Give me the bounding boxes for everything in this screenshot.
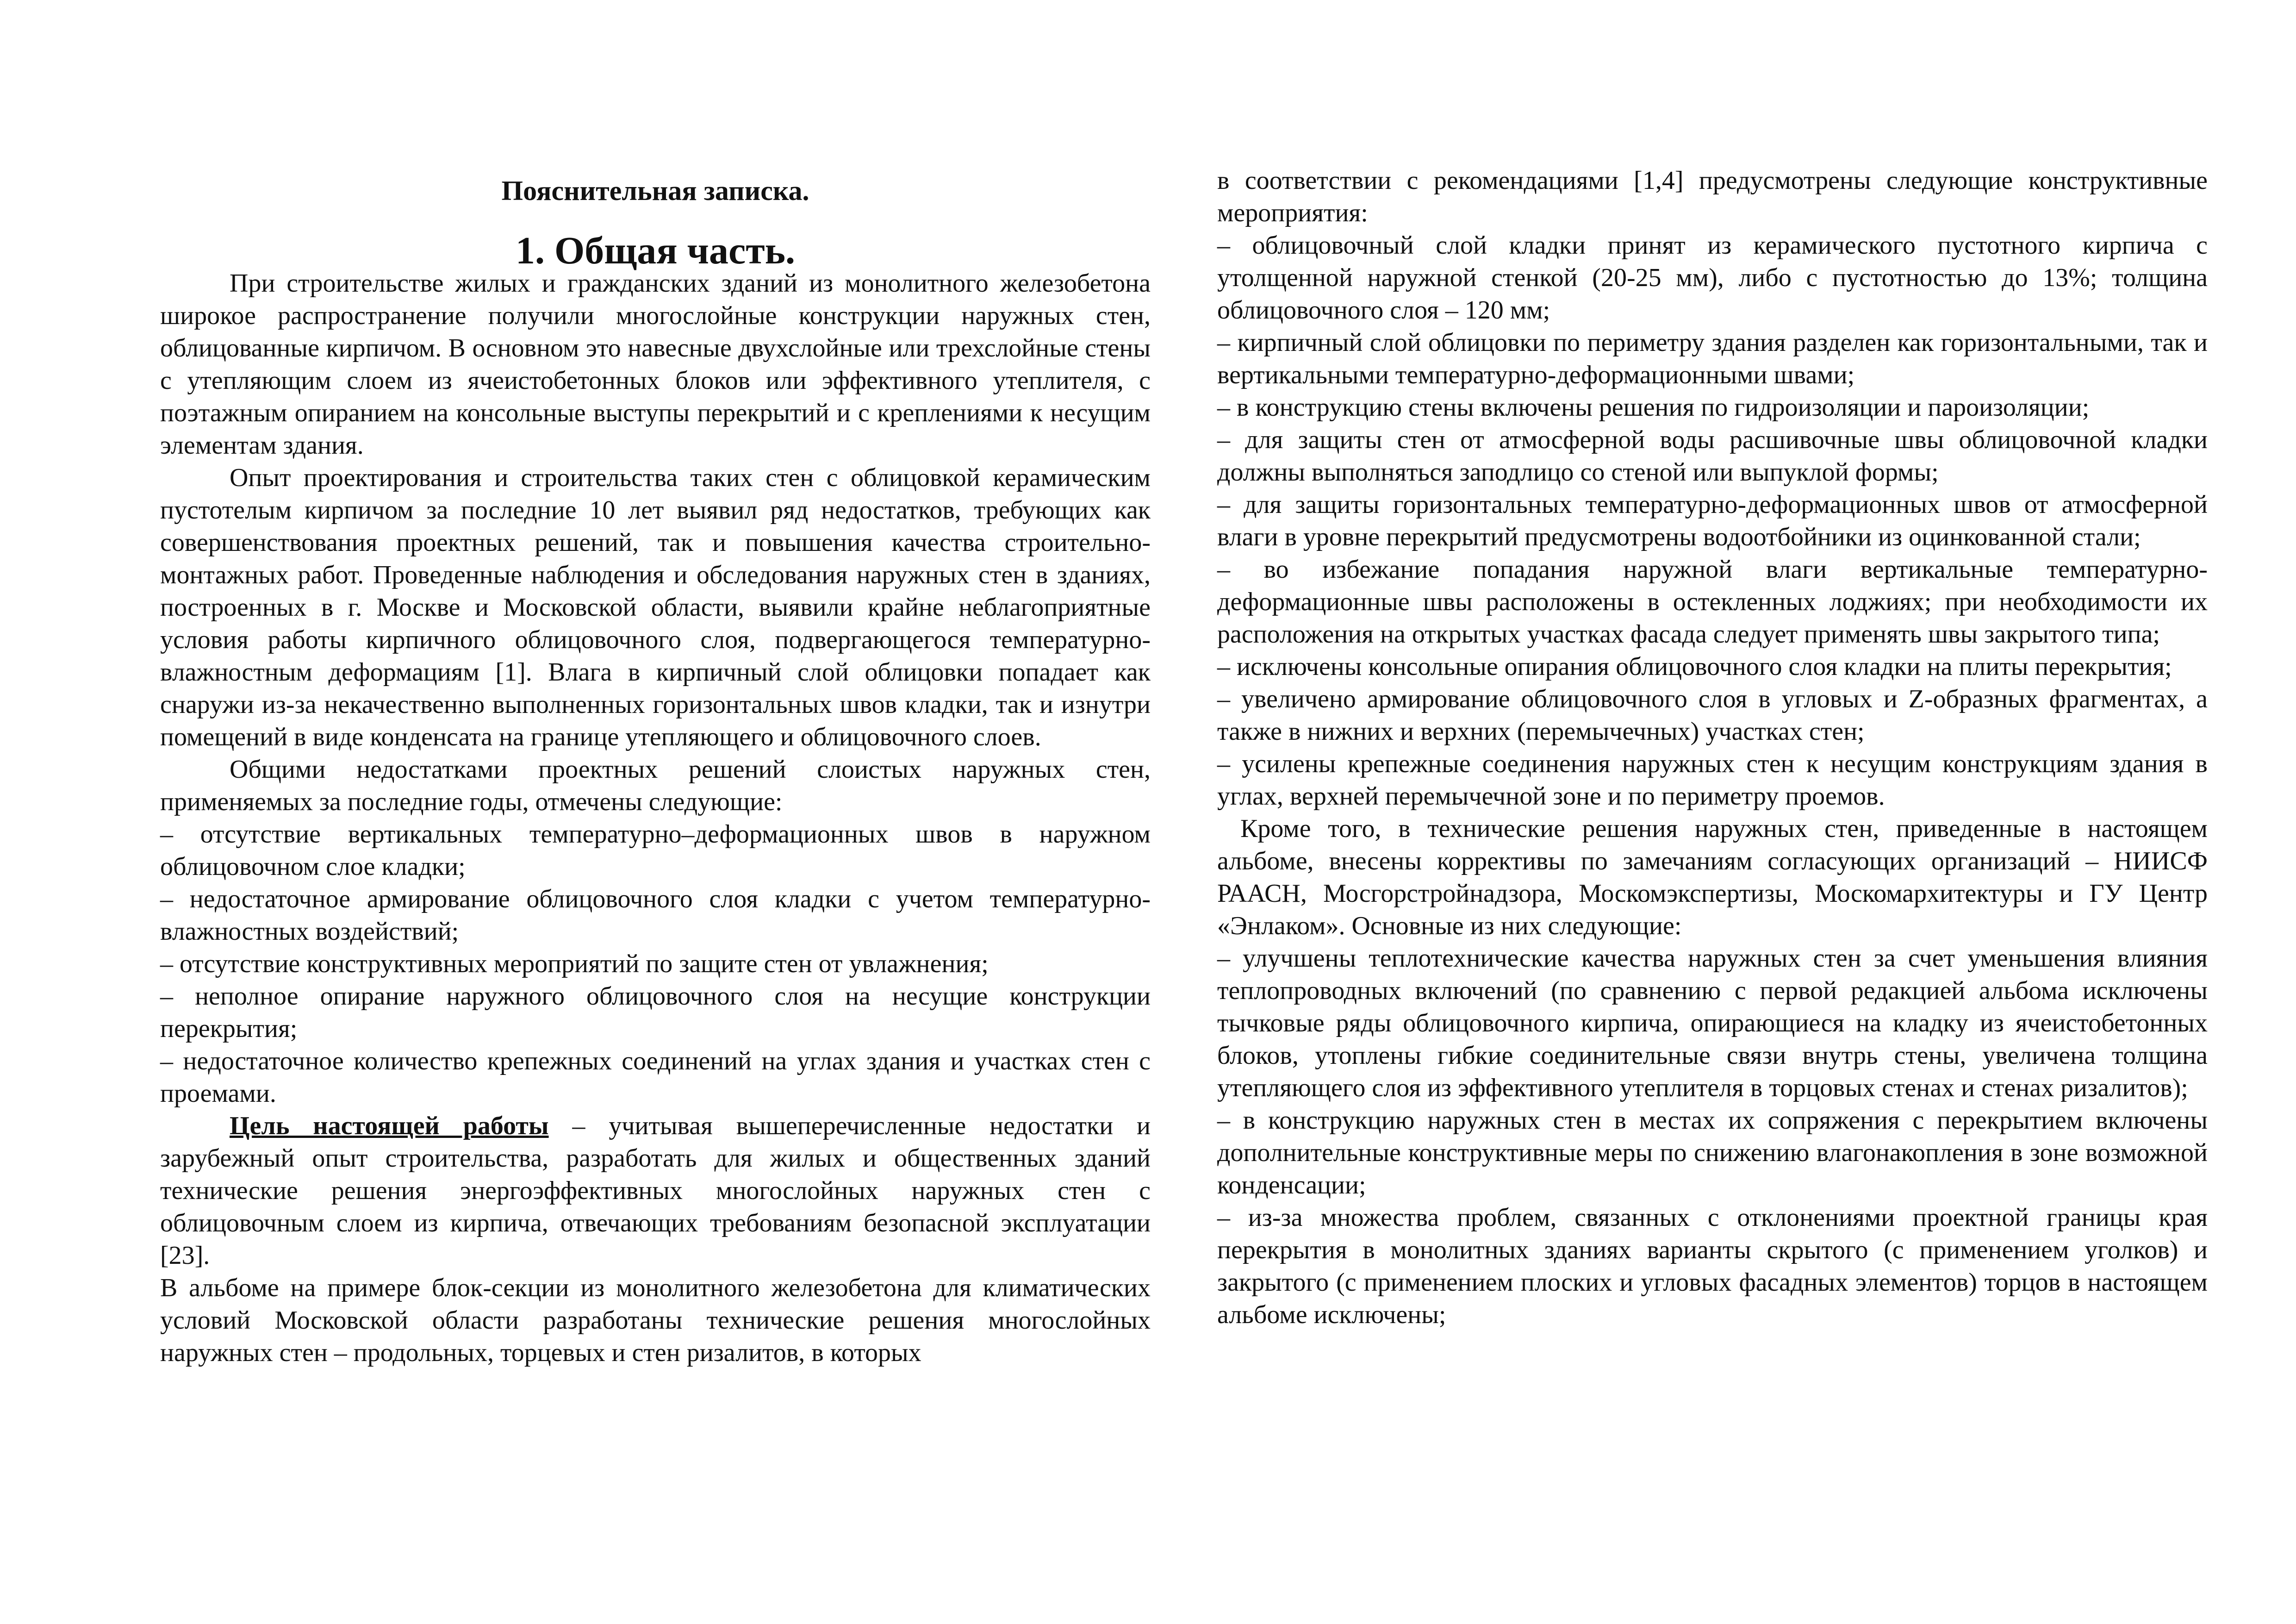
- list-item: – улучшены теплотехнические качества наружных стен за счет уменьшения влияния теплопроводных включений (по сравнению с первой редакцией альбома исключены тычковые ряды облицовочного кирпича, опирающиеся на кладку из ячеистобетонных блоков, утоплены гибкие соединительные связи внутрь стены, увеличена толщина утепляющего слоя из эффективного утеплителя в торцовых стенах и стенах ризалитов);: [1217, 944, 2208, 1102]
- list-item: – увеличено армирование облицовочного слоя в угловых и Z-образных фрагментах, а также в нижних и верхних (перемычечных) участках стен;: [1217, 685, 2208, 746]
- list-item: – для защиты стен от атмосферной воды расшивочные швы облицовочной кладки должны выполняться заподлицо со стеной или выпуклой формы;: [1217, 425, 2208, 487]
- list-item: – недостаточное армирование облицовочного слоя кладки с учетом температурно-влажностных воздействий;: [160, 885, 1151, 946]
- list-item: – во избежание попадания наружной влаги вертикальные температурно-деформационные швы расположены в остекленных лоджиях; при необходимости их расположения на открытых участках фасада следует применять швы закрытого типа;: [1217, 555, 2208, 649]
- section-heading: 1. Общая часть.: [515, 229, 796, 272]
- list-item: – в конструкцию стены включены решения по гидроизоляции и пароизоляции;: [1217, 393, 2090, 422]
- list-item: – кирпичный слой облицовки по периметру здания разделен как горизонтальными, так и вертикальными температурно-деформационными швами;: [1217, 328, 2208, 389]
- list-item: – неполное опирание наружного облицовочного слоя на несущие конструкции перекрытия;: [160, 982, 1151, 1043]
- document-title: Пояснительная записка.: [501, 175, 809, 206]
- list-item: – облицовочный слой кладки принят из керамического пустотного кирпича с утолщенной наружной стенкой (20-25 мм), либо с пустотностью до 13%; толщина облицовочного слоя – 120 мм;: [1217, 231, 2208, 325]
- paragraph-goal: [160, 1110, 1151, 1272]
- paragraph-album: В альбоме на примере блок-секции из монолитного железобетона для климатических условий Московской области разработаны технические решения многослойных наружных стен – продольных, торцевых и стен ризалитов, в которых: [160, 1274, 1151, 1367]
- list-item: – в конструкцию наружных стен в местах их сопряжения с перекрытием включены дополнительные конструктивные меры по снижению влагонакопления в зоне возможной конденсации;: [1217, 1106, 2208, 1199]
- paragraph-experience: Опыт проектирования и строительства таких стен с облицовкой керамическим пустотелым кирпичом за последние 10 лет выявил ряд недостатков, требующих как совершенствования проектных решений, так и повышения качества строительно-монтажных работ. Проведенные наблюдения и обследования наружных стен в зданиях, построенных в г. Москве и Московской области, выявили крайне неблагоприятные условия работы кирпичного облицовочного слоя, подвергающегося температурно- влажностным деформациям [1]. Влага в кирпичный слой облицовки попадает как снаружи из-за некачественно выполненных горизонтальных швов кладки, так и изнутри помещений в виде конденсата на границе утепляющего и облицовочного слоев.: [160, 463, 1151, 751]
- list-item: – из-за множества проблем, связанных с отклонениями проектной границы края перекрытия в монолитных зданиях варианты скрытого (с применением уголков) и закрытого (с применением плоских и угловых фасадных элементов) торцов в настоящем альбоме исключены;: [1217, 1203, 2208, 1329]
- right-column: [1217, 164, 2208, 1331]
- list-item: – отсутствие конструктивных мероприятий по защите стен от увлажнения;: [160, 949, 989, 978]
- paragraph-besides: Кроме того, в технические решения наружных стен, приведенные в настоящем альбоме, внесены коррективы по замечаниям согласующих организаций – НИИСФ РААСН, Мосгорстройнадзора, Москомэкспертизы, Москомархитектуры и ГУ Центр «Энлаком». Основные из них следующие:: [1217, 814, 2208, 940]
- list-item: – отсутствие вертикальных температурно–деформационных швов в наружном облицовочном слое кладки;: [160, 820, 1151, 881]
- paragraph-intro: При строительстве жилых и гражданских зданий из монолитного железобетона широкое распространение получили многослойные конструкции наружных стен, облицованные кирпичом. В основном это навесные двухслойные или трехслойные стены с утепляющим слоем из ячеистобетонных блоков или эффективного утеплителя, с поэтажным опиранием на консольные выступы перекрытий и с креплениями к несущим элементам здания.: [160, 269, 1151, 460]
- left-column: [160, 164, 1151, 1369]
- list-item: – усилены крепежные соединения наружных стен к несущим конструкциям здания в углах, верхней перемычечной зоне и по периметру проемов.: [1217, 750, 2208, 811]
- list-item: – для защиты горизонтальных температурно-деформационных швов от атмосферной влаги в уровне перекрытий предусмотрены водоотбойники из оцинкованной стали;: [1217, 490, 2208, 551]
- goal-text: – учитывая вышеперечисленные недостатки и зарубежный опыт строительства, разработать для жилых и общественных зданий технические решения энергоэффективных многослойных наружных стен с облицовочным слоем из кирпича, отвечающих требованиям безопасной эксплуатации [23].: [160, 1112, 1151, 1270]
- list-item: – недостаточное количество крепежных соединений на углах здания и участках стен с проемами.: [160, 1047, 1151, 1108]
- list-item: – исключены консольные опирания облицовочного слоя кладки на плиты перекрытия;: [1217, 652, 2172, 681]
- goal-label: Цель настоящей работы: [230, 1112, 549, 1140]
- paragraph-continuation: в соответствии с рекомендациями [1,4] предусмотрены следующие конструктивные мероприятия:: [1217, 166, 2208, 227]
- paragraph-shortcomings: Общими недостатками проектных решений слоистых наружных стен, применяемых за последние годы, отмечены следующие:: [160, 755, 1151, 816]
